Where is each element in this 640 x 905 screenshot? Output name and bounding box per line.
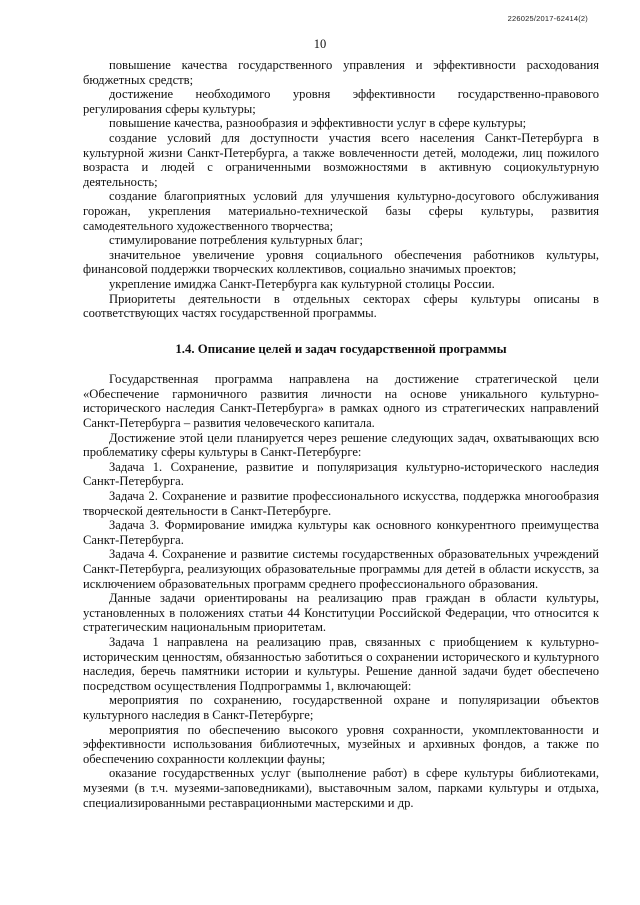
paragraph: Задача 4. Сохранение и развитие системы государственных образовательных учреждений Санкт-Петербурга, реализующих образовательные программы для детей в области искусств, за исключением образовательных программ среднего профессионального образования.: [83, 547, 599, 591]
section-heading: 1.4. Описание целей и задач государственной программы: [175, 341, 507, 356]
paragraph: достижение необходимого уровня эффективности государственно-правового регулирования сферы культуры;: [83, 87, 599, 116]
paragraph: Приоритеты деятельности в отдельных секторах сферы культуры описаны в соответствующих частях государственной программы.: [83, 291, 599, 321]
document-body: [83, 58, 599, 810]
page-number: 10: [313, 37, 327, 51]
paragraph: Достижение этой цели планируется через решение следующих задач, охватывающих всю проблематику сферы культуры в Санкт-Петербурге:: [83, 430, 599, 460]
paragraph: Задача 3. Формирование имиджа культуры как основного конкурентного преимущества Санкт-Петербурга.: [83, 518, 599, 547]
paragraph: Задача 2. Сохранение и развитие профессионального искусства, поддержка многообразия творческой деятельности в Санкт-Петербурге.: [83, 489, 599, 518]
paragraph: повышение качества государственного управления и эффективности расходования бюджетных средств;: [83, 58, 599, 87]
paragraph: мероприятия по обеспечению высокого уровня сохранности, укомплектованности и эффективности использования библиотечных, музейных и архивных фондов, а также по обеспечению сохранности коллекции фауны;: [83, 722, 599, 766]
paragraph: повышение качества, разнообразия и эффективности услуг в сфере культуры;: [109, 116, 527, 131]
paragraph: Данные задачи ориентированы на реализацию прав граждан в области культуры, установленных в положениях статьи 44 Конституции Российской Федерации, что относится к стратегическим национальным приоритетам.: [83, 591, 599, 635]
paragraph: значительное увеличение уровня социального обеспечения работников культуры, финансовой поддержки творческих коллективов, социально значимых проектов;: [83, 247, 599, 277]
paragraph: создание благоприятных условий для улучшения культурно-досугового обслуживания горожан, укрепления материально-технической базы сферы культуры, развития самодеятельного художественного творчества;: [83, 189, 599, 233]
paragraph: Государственная программа направлена на достижение стратегической цели «Обеспечение гармоничного развития личности на основе уникального культурно-исторического наследия Санкт-Петербурга» в рамках одного из стратегических направлений Санкт-Петербурга – развития человеческого капитала.: [83, 372, 599, 431]
paragraph: укрепление имиджа Санкт-Петербурга как культурной столицы России.: [109, 276, 495, 291]
paragraph: оказание государственных услуг (выполнение работ) в сфере культуры библиотеками, музеями (в т.ч. музеями-заповедниками), выставочным залом, парками культуры и отдыха, специализированными реставрационными мастерскими и др.: [83, 766, 599, 810]
paragraph: мероприятия по сохранению, государственной охране и популяризации объектов культурного наследия в Санкт-Петербурге;: [83, 693, 599, 722]
document-registration-code: 226025/2017-62414(2): [507, 14, 588, 23]
paragraph: создание условий для доступности участия всего населения Санкт-Петербурга в культурной жизни Санкт-Петербурга, а также вовлеченности детей, молодежи, лиц пожилого возраста и людей с ограниченными возможностями в активную социокультурную деятельность;: [83, 130, 599, 189]
paragraph: Задача 1. Сохранение, развитие и популяризация культурно-исторического наследия Санкт-Петербурга.: [83, 459, 599, 489]
paragraph: Задача 1 направлена на реализацию прав, связанных с приобщением к культурно-историческим ценностям, обязанностью заботиться о сохранении исторического и культурного наследия, беречь памятники истории и культуры. Решение данной задачи будет обеспечено посредством осуществления Подпрограммы 1, включающей:: [83, 634, 599, 693]
paragraph: стимулирование потребления культурных благ;: [109, 233, 363, 248]
